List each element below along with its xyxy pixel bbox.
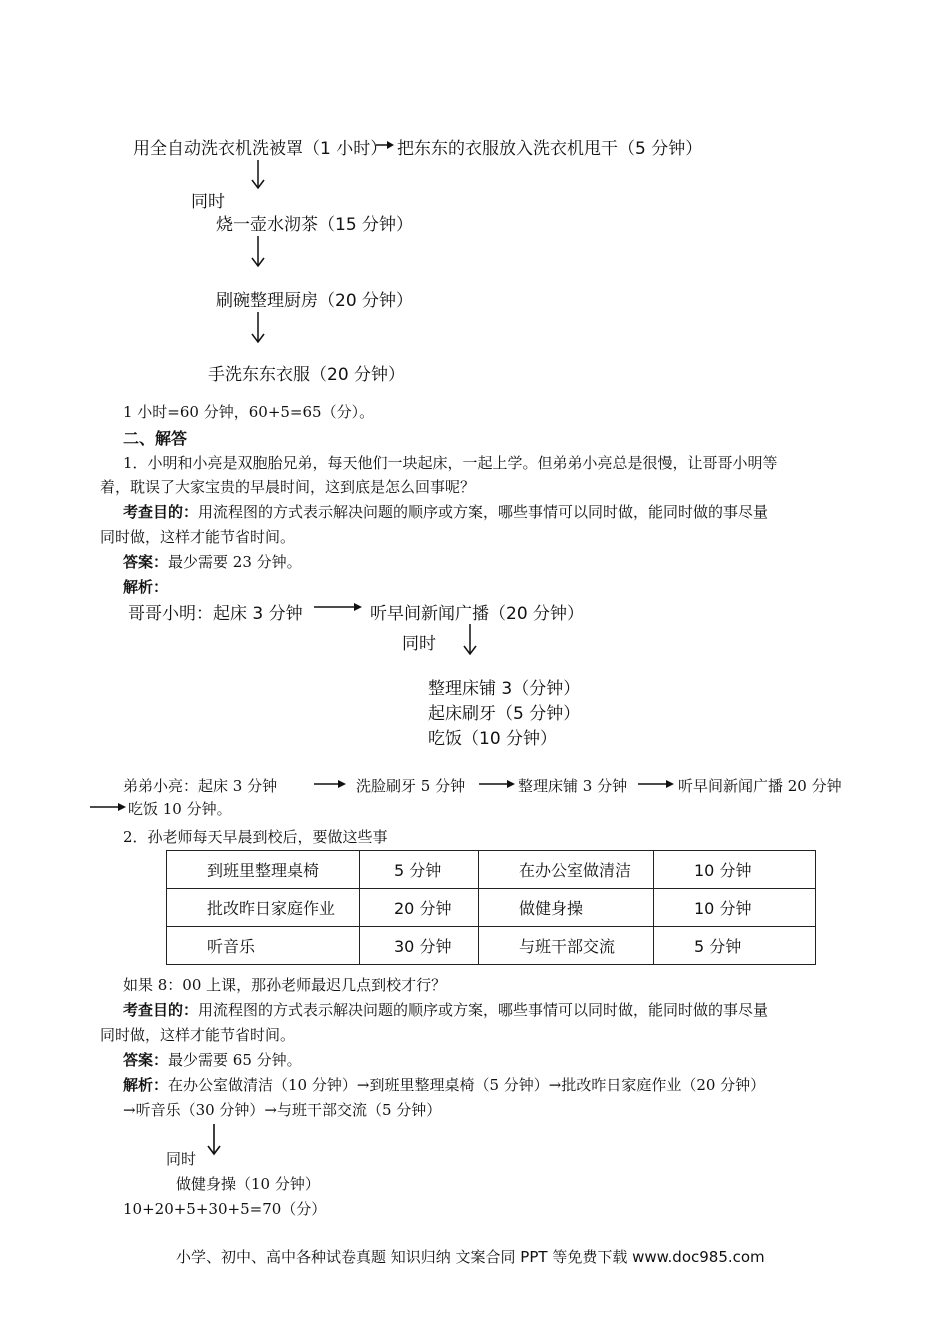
table-cell: 20 分钟 <box>360 889 479 927</box>
table-row <box>167 889 816 927</box>
flow1-tongshi: 同时 <box>191 192 225 212</box>
flow1-right-arrow <box>376 136 396 152</box>
younger-a: 弟弟小亮：起床 3 分钟 <box>123 777 278 795</box>
q2-answer: 答案：最少需要 65 分钟。 <box>123 1051 302 1069</box>
flow2-down-arrow <box>462 624 478 656</box>
q2-analysis: 解析：在办公室做清洁（10 分钟）→到班里整理桌椅（5 分钟）→批改昨日家庭作业（20 分钟） <box>123 1076 766 1094</box>
flow2-brother: 哥哥小明：起床 3 分钟 <box>128 604 303 624</box>
flow2-eat: 吃饭（10 分钟） <box>428 729 558 749</box>
table-cell: 5 分钟 <box>360 851 479 889</box>
flow1-next: 把东东的衣服放入洗衣机甩干（5 分钟） <box>397 139 703 159</box>
flow1-step3: 手洗东东衣服（20 分钟） <box>208 365 406 385</box>
q1-purpose-line2: 同时做，这样才能节省时间。 <box>100 528 296 546</box>
flow1-down-arrow-2 <box>250 236 266 268</box>
calc1: 1 小时=60 分钟，60+5=65（分）。 <box>123 403 375 421</box>
younger-c: 整理床铺 3 分钟 <box>518 777 628 795</box>
q2-tongshi: 同时 <box>166 1150 197 1168</box>
younger-b: 洗脸刷牙 5 分钟 <box>356 777 466 795</box>
q2-intro: 2．孙老师每天早晨到校后，要做这些事 <box>123 828 388 846</box>
table-cell: 到班里整理桌椅 <box>167 851 360 889</box>
table-cell: 10 分钟 <box>654 889 816 927</box>
younger-arrow-3 <box>638 777 676 791</box>
flow1-down-arrow-1 <box>250 160 266 190</box>
flow1-start: 用全自动洗衣机洗被罩（1 小时） <box>133 139 388 159</box>
q2-down-arrow <box>206 1124 222 1156</box>
table-cell: 批改昨日家庭作业 <box>167 889 360 927</box>
section2-title: 二、解答 <box>123 429 188 448</box>
table-row <box>167 927 816 965</box>
chores-table <box>166 850 816 965</box>
younger-arrow-4 <box>90 800 128 814</box>
q1-line1: 1．小明和小亮是双胞胎兄弟，每天他们一块起床，一起上学。但弟弟小亮总是很慢，让哥哥小明等 <box>123 454 778 472</box>
table-cell: 听音乐 <box>167 927 360 965</box>
q2-analysis-line2: →听音乐（30 分钟）→与班干部交流（5 分钟） <box>123 1101 442 1119</box>
flow2-tongshi: 同时 <box>402 634 436 654</box>
flow1-step1: 烧一壶水沏茶（15 分钟） <box>216 215 414 235</box>
q2-calc: 10+20+5+30+5=70（分） <box>123 1200 327 1218</box>
q1-answer: 答案：最少需要 23 分钟。 <box>123 553 302 571</box>
table-cell: 10 分钟 <box>654 851 816 889</box>
flow2-news: 听早间新闻广播（20 分钟） <box>370 604 585 624</box>
younger-d: 听早间新闻广播 20 分钟 <box>678 777 842 795</box>
table-cell: 30 分钟 <box>360 927 479 965</box>
table-cell: 与班干部交流 <box>479 927 654 965</box>
q1-purpose: 考查目的：用流程图的方式表示解决问题的顺序或方案，哪些事情可以同时做，能同时做的事尽量 <box>123 503 769 521</box>
q2-purpose-line2: 同时做，这样才能节省时间。 <box>100 1026 296 1044</box>
flow1-step2: 刷碗整理厨房（20 分钟） <box>216 291 414 311</box>
table-cell: 做健身操 <box>479 889 654 927</box>
flow2-bed: 整理床铺 3（分钟） <box>428 679 581 699</box>
flow2-right-arrow <box>314 599 364 615</box>
table-row <box>167 851 816 889</box>
table-cell: 5 分钟 <box>654 927 816 965</box>
younger-e: 吃饭 10 分钟。 <box>128 800 232 818</box>
younger-arrow-1 <box>314 777 348 791</box>
footer: 小学、初中、高中各种试卷真题 知识归纳 文案合同 PPT 等免费下载 www.doc985.com <box>176 1248 765 1266</box>
flow2-brush: 起床刷牙（5 分钟） <box>428 704 581 724</box>
flow1-down-arrow-3 <box>250 312 266 344</box>
q2-question: 如果 8：00 上课，那孙老师最迟几点到校才行？ <box>123 976 447 994</box>
q2-purpose: 考查目的：用流程图的方式表示解决问题的顺序或方案，哪些事情可以同时做，能同时做的事尽量 <box>123 1001 769 1019</box>
q2-exercise: 做健身操（10 分钟） <box>176 1175 320 1193</box>
table-cell: 在办公室做清洁 <box>479 851 654 889</box>
q1-analysis-label: 解析： <box>123 578 169 596</box>
younger-arrow-2 <box>479 777 517 791</box>
q1-line2: 着，耽误了大家宝贵的早晨时间，这到底是怎么回事呢？ <box>100 478 476 496</box>
